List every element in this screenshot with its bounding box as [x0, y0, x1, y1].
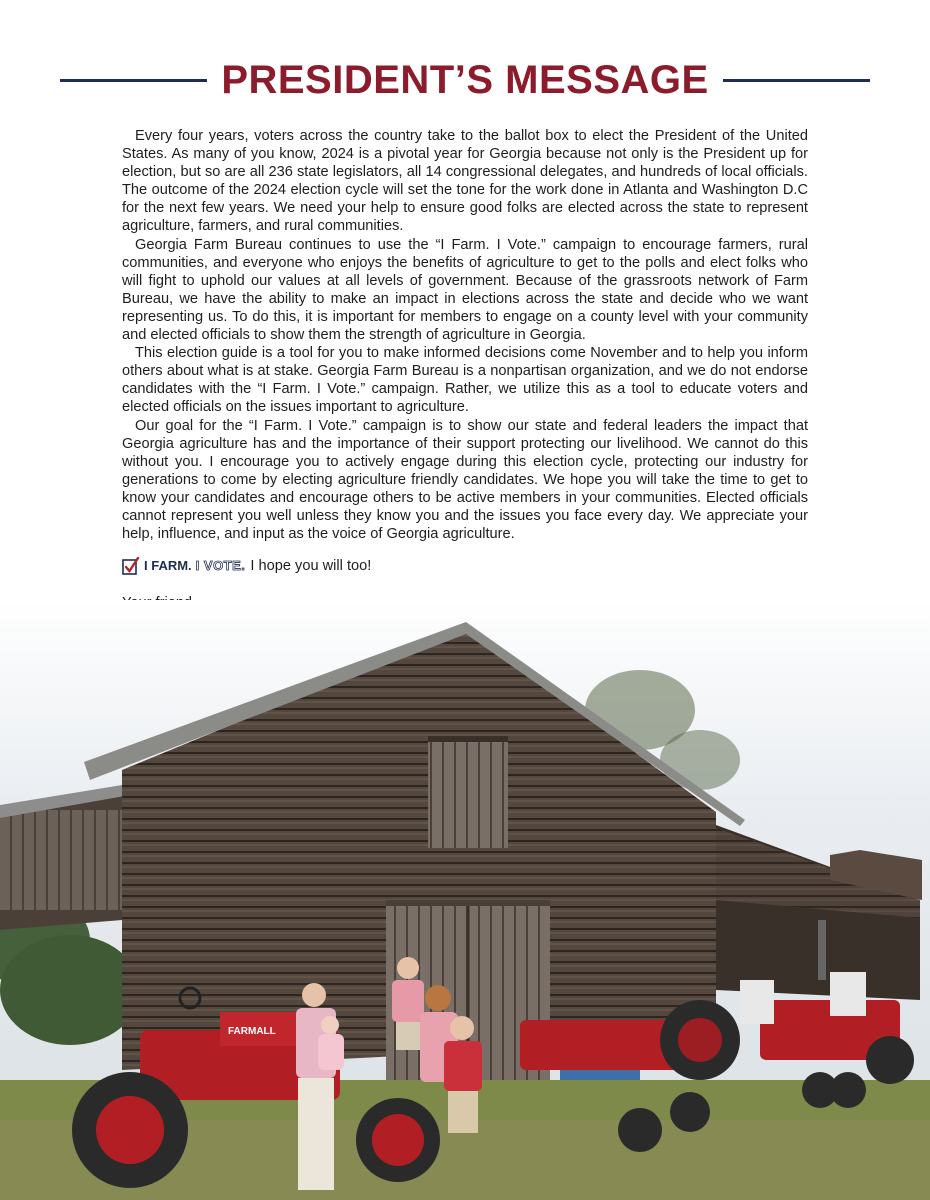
- barn-family-photo: [0, 600, 930, 1200]
- georgia-checkmark-icon: [122, 557, 140, 575]
- paragraph-4: Our goal for the “I Farm. I Vote.” campaign is to show our state and federal leaders the impact that Georgia agriculture has and the importance of their support protecting our livelihood. We cannot do this without you. I encourage you to actively engage during this election cycle, protecting our industry for generations to come by electing agriculture friendly candidates. We hope you will take the time to get to know your candidates and encourage others to be active members in your communities. Elected officials cannot represent you well unless they know you and the issues you face every day. We appreciate your help, influence, and input as the voice of Georgia agriculture.: [122, 417, 808, 543]
- i-farm-i-vote-logo: [122, 557, 245, 575]
- message-body: [122, 127, 808, 543]
- paragraph-1: Every four years, voters across the country take to the ballot box to elect the President of the United States. As many of you know, 2024 is a pivotal year for Georgia because not only is the President up for election, but so are all 236 state legislators, all 14 congressional delegates, and hundreds of local officials. The outcome of the 2024 election cycle will set the tone for the work done in Atlanta and Washington D.C for the next few years. We need your help to ensure good folks are elected across the state to represent agriculture, farmers, and rural communities.: [122, 128, 808, 235]
- page-title: PRESIDENT’S MESSAGE: [221, 57, 709, 102]
- hope-text: I hope you will too!: [250, 558, 372, 574]
- logo-farm-text: I FARM.: [144, 558, 192, 573]
- paragraph-2: Georgia Farm Bureau continues to use the “I Farm. I Vote.” campaign to encourage farmers, rural communities, and everyone who enjoys the benefits of agriculture to get to the polls and elect folks who will fight to uphold our values at all levels of government. Because of the grassroots network of Farm Bureau, we have the ability to make an impact in elections across the state and decide who we want representing us. To do this, it is important for members to engage on a county level with your community and elected officials to show them the strength of agriculture in Georgia.: [122, 236, 808, 344]
- closing-line: [122, 557, 371, 575]
- logo-vote-text: I VOTE.: [195, 558, 246, 573]
- svg-text:FARMALL: FARMALL: [228, 1026, 276, 1037]
- paragraph-3: This election guide is a tool for you to make informed decisions come November and to help you inform others about what is at stake. Georgia Farm Bureau is a nonpartisan organization, and we do not endorse candidates with the “I Farm. I Vote.” campaign. Rather, we utilize this as a tool to educate voters and elected officials on the issues important to agriculture.: [122, 345, 808, 416]
- title-rule-left: [60, 79, 207, 82]
- title-rule-right: [723, 79, 870, 82]
- title-row: [60, 52, 870, 108]
